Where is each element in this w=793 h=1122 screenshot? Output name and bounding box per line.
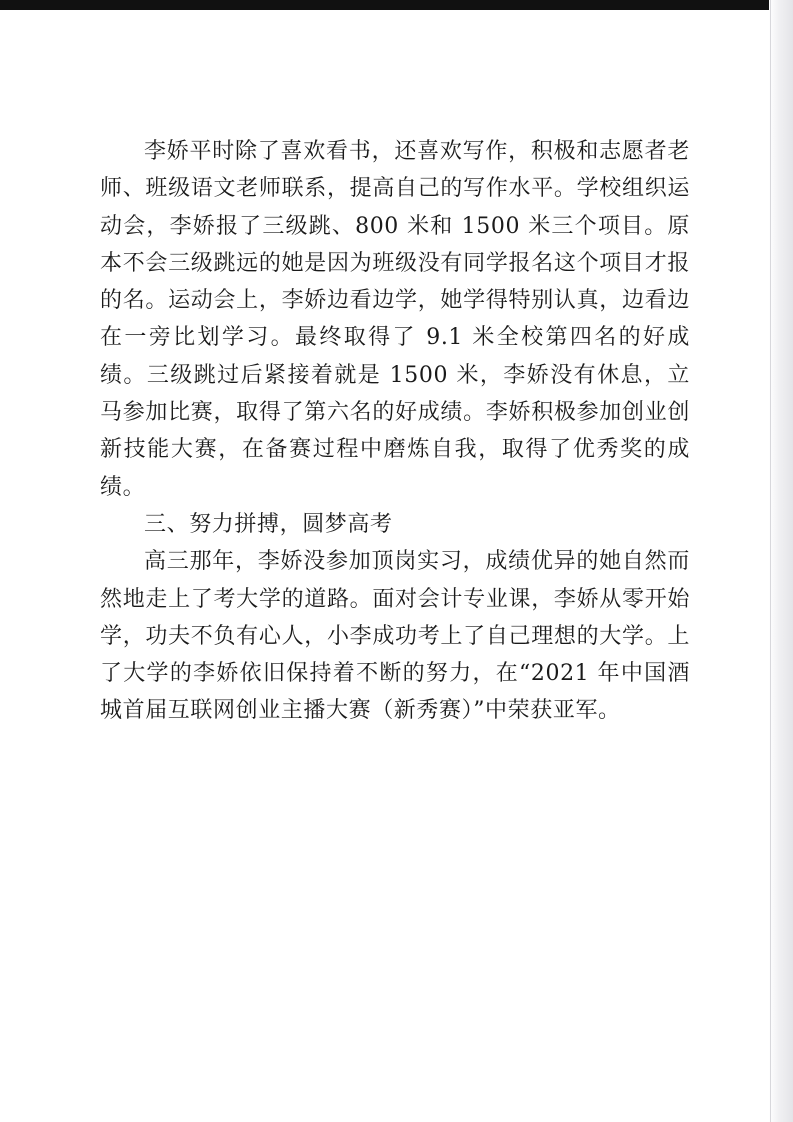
scan-right-edge [769, 0, 793, 1122]
paragraph-sports-meet: 李娇平时除了喜欢看书，还喜欢写作，积极和志愿者老师、班级语文老师联系，提高自己的写作水平。学校组织运动会，李娇报了三级跳、800 米和 1500 米三个项目。原本不会三级跳远的她是因为班级没有同学报名这个项目才报的名。运动会上，李娇边看边学，她学得特别认真，边看边在一旁比划学习。最终取得了 9.1 米全校第四名的好成绩。三级跳过后紧接着就是 1500 米，李娇没有休息，立马参加比赛，取得了第六名的好成绩。李娇积极参加创业创新技能大赛，在备赛过程中磨炼自我，取得了优秀奖的成绩。 [100, 139, 690, 500]
scan-edge-line [770, 0, 771, 1122]
paragraph-college-exam: 高三那年，李娇没参加顶岗实习，成绩优异的她自然而然地走上了考大学的道路。面对会计专业课，李娇从零开始学，功夫不负有心人，小李成功考上了自己理想的大学。上了大学的李娇依旧保持着不断的努力，在“2021 年中国酒城首届互联网创业主播大赛（新秀赛）”中荣获亚军。 [100, 549, 690, 724]
section-heading: 三、努力拼搏，圆梦高考 [144, 511, 393, 537]
document-body [100, 133, 690, 730]
scan-top-border [0, 0, 793, 10]
